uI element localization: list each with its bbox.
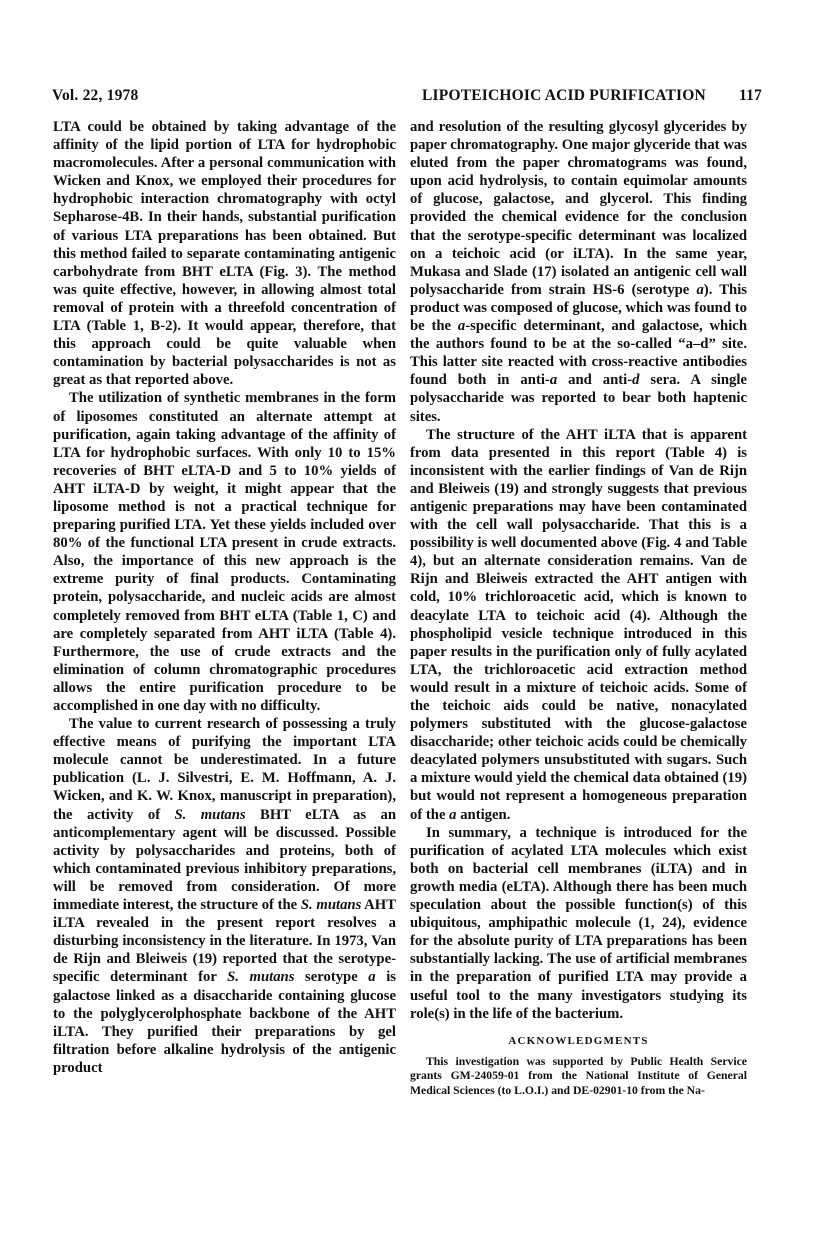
- paragraph: [410, 426, 747, 824]
- serotype-letter: d: [632, 372, 640, 389]
- right-column: [410, 118, 747, 1098]
- text-run: AHT iLTA revealed in the present report resolves a disturbing inconsistency in the literature. In 1973, Van de Rijn and Bleiweis (19) reported that the serotype-specific determinant for: [53, 897, 396, 986]
- serotype-letter: a: [549, 372, 558, 389]
- text-run: -specific determinant, and galactose, which the authors found to be at the so-called “a–d” site. This latter site reacted with cross-reactive antibodies found both in anti-: [410, 318, 747, 389]
- serotype-letter: a: [696, 281, 704, 298]
- paragraph: In summary, a technique is introduced for the purification of acylated LTA molecules which exist both on bacterial cell membranes (iLTA) and in growth media (eLTA). Although there has been much speculation about the possible function(s) of this ubiquitous, amphipathic molecule (1, 24), evidence for the absolute purity of LTA preparations has been substantially lacking. The use of artificial membranes in the preparation of purified LTA may provide a useful tool to the many investigators studying its role(s) in the life of the bacterium.: [410, 824, 747, 1022]
- text-run: The value to current research of possessing a truly effective means of purifying the important LTA molecule cannot be underestimated. In a future publication (L. J. Silvestri, E. M. Hoffmann, A. J. Wicken, and K. W. Knox, manuscript in preparation), the activity of: [53, 716, 396, 823]
- text-run: is galactose linked as a disaccharide containing glucose to the polyglycerolphosphate backbone of the AHT iLTA. They purified their preparations by gel filtration before alkaline hydrolysis of the antigenic product: [53, 969, 396, 1076]
- paragraph: [410, 118, 747, 426]
- serotype-letter: a: [457, 318, 466, 335]
- left-column: [53, 118, 396, 1077]
- text-run: and anti-: [557, 372, 633, 389]
- acknowledgments-text: This investigation was supported by Public Health Service grants GM-24059-01 from the National Institute of General Medical Sciences (to L.O.I.) and DE-02901-10 from the Na-: [410, 1054, 747, 1097]
- species-name: S. mutans: [174, 806, 246, 823]
- page-number: 117: [739, 87, 762, 104]
- volume-label: Vol. 22, 1978: [52, 87, 139, 104]
- paragraph: LTA could be obtained by taking advantage of the affinity of the lipid portion of LTA for hydrophobic macromolecules. After a personal communication with Wicken and Knox, we employed their procedures for hydrophobic interaction chromatography with octyl Sepharose-4B. In their hands, substantial purification of various LTA preparations has been obtained. But this method failed to separate contaminating antigenic carbohydrate from BHT eLTA (Fig. 3). The method was quite effective, however, in allowing almost total removal of protein with a threefold concentration of LTA (Table 1, B-2). It would appear, therefore, that this approach could be quite valuable when contamination by bacterial polysaccharides is not as great as that reported above.: [53, 119, 396, 389]
- text-run: serotype: [294, 969, 369, 986]
- species-name: S. mutans: [300, 897, 362, 914]
- text-run: sera. A single polysaccharide was reported to bear both haptenic sites.: [410, 372, 747, 425]
- running-title: LIPOTEICHOIC ACID PURIFICATION: [422, 87, 706, 104]
- text-run: antigen.: [456, 806, 511, 823]
- paragraph: [53, 715, 396, 1077]
- serotype-letter: a: [368, 969, 376, 986]
- text-run: and resolution of the resulting glycosyl glycerides by paper chromatography. One major glyceride that was eluted from the paper chromatograms was found, upon acid hydrolysis, to contain equimolar amounts of glucose, galactose, and glycerol. This finding provided the chemical evidence for the conclusion that the serotype-specific determinant was localized on a teichoic acid (or iLTA). In the same year, Mukasa and Slade (17) isolated an antigenic cell wall polysaccharide from strain HS-6 (serotype: [410, 119, 747, 298]
- serotype-letter: a: [449, 806, 457, 823]
- species-name: S. mutans: [227, 969, 295, 986]
- acknowledgments-heading: ACKNOWLEDGMENTS: [508, 1034, 649, 1047]
- text-run: BHT eLTA as an anticomplementary agent will be discussed. Possible activity by polysaccharides and proteins, both of which contaminated previous inhibitory preparations, will be removed from consideration. Of more immediate interest, the structure of the: [53, 806, 397, 914]
- text-run: The structure of the AHT iLTA that is apparent from data presented in this report (Table 4) is inconsistent with the earlier findings of Van de Rijn and Bleiweis (19) and strongly suggests that previous antigenic preparations may have been contaminated with the cell wall polysaccharide. That this is a possibility is well documented above (Fig. 4 and Table 4), but an alternate consideration remains. Van de Rijn and Bleiweis extracted the AHT antigen with cold, 10% trichloroacetic acid, which is known to deacylate LTA to teichoic acid (4). Although the phospholipid vesicle technique introduced in this paper results in the purification only of fully acylated LTA, the trichloroacetic acid extraction method would result in a mixture of teichoic acids. Some of the teichoic aids could be native, nonacylated polymers substituted with the glucose-galactose disaccharide; other teichoic acids could be chemically deacylated polymers unsubstituted with sugars. Such a mixture would yield the chemical data obtained (19) but would not represent a homogeneous preparation of the: [410, 426, 747, 823]
- text-run: ). This product was composed of glucose, which was found to be the: [410, 281, 747, 335]
- paragraph: The utilization of synthetic membranes in the form of liposomes constituted an alternate attempt at purification, again taking advantage of the affinity of LTA for hydrophobic surfaces. With only 10 to 15% recoveries of BHT eLTA-D and 5 to 10% yields of AHT iLTA-D by weight, it might appear that the liposome method is not a practical technique for preparing purified LTA. Yet these yields included over 80% of the functional LTA present in crude extracts. Also, the importance of this new approach is the extreme purity of final products. Contaminating protein, polysaccharide, and nucleic acids are almost completely removed from BHT eLTA (Table 1, C) and are completely separated from AHT iLTA (Table 4). Furthermore, the use of crude extracts and the elimination of column chromatographic procedures allows the entire purification procedure to be accomplished in one day with no difficulty.: [53, 390, 396, 714]
- running-header: [52, 87, 762, 109]
